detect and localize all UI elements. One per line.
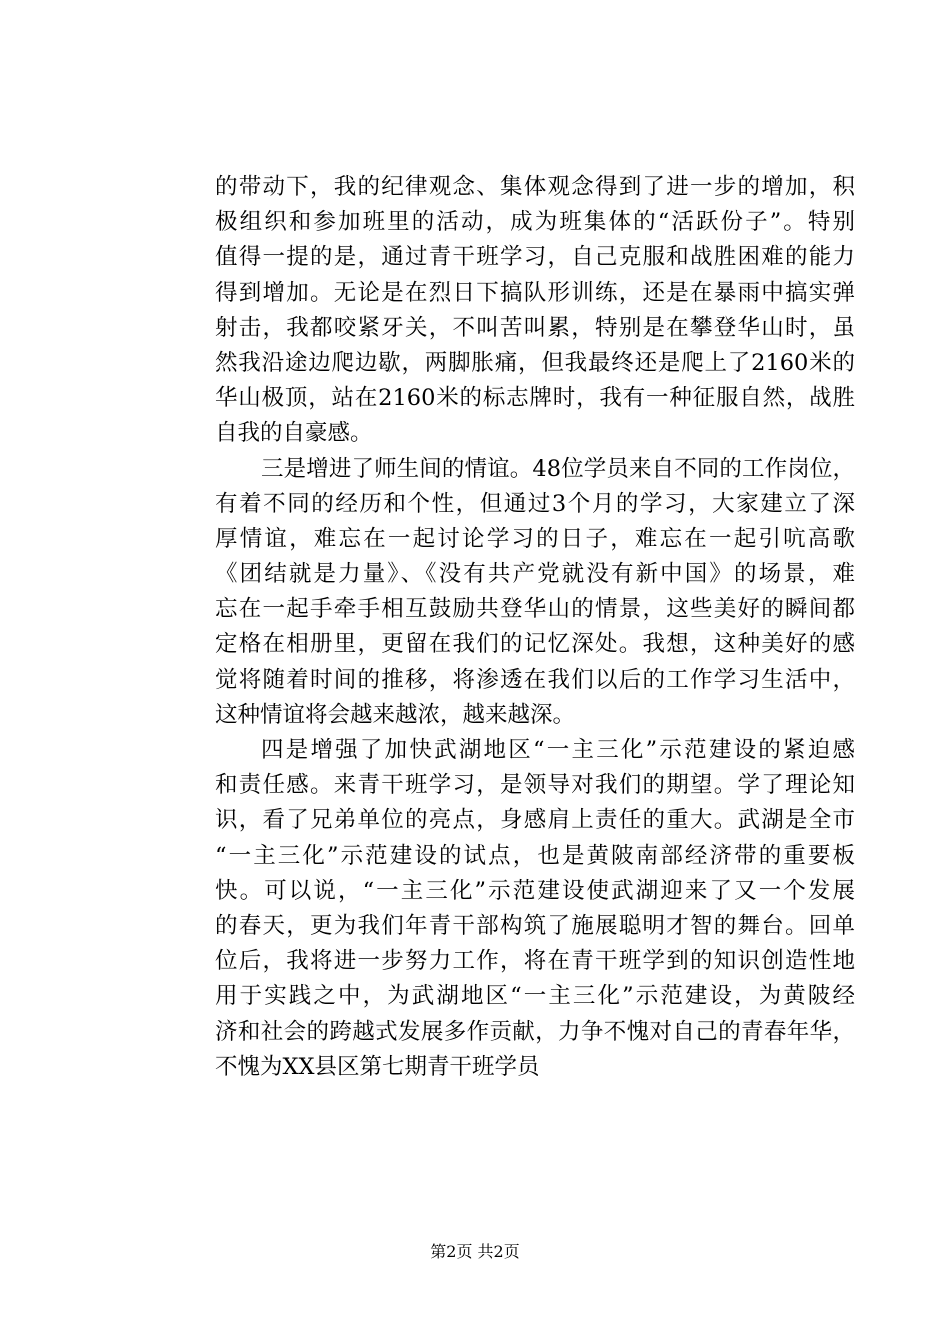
text-line: 四是增强了加快武湖地区“一主三化”示范建设的紧迫感: [261, 737, 855, 763]
text-line: 有着不同的经历和个性，但通过3个月的学习，大家建立了深: [215, 490, 855, 517]
text-line: 三是增进了师生间的情谊。48位学员来自不同的工作岗位，: [261, 455, 855, 482]
text-line: 值得一提的是，通过青干班学习，自己克服和战胜困难的能力: [215, 244, 855, 271]
text-line: 《团结就是力量》、《没有共产党就没有新中国》的场景，难: [215, 561, 855, 588]
text-line: 识，看了兄弟单位的亮点，身感肩上责任的重大。武湖是全市: [215, 807, 855, 834]
text-line: 觉将随着时间的推移，将渗透在我们以后的工作学习生活中，: [215, 666, 855, 693]
text-line: 然我沿途边爬边歇，两脚胀痛，但我最终还是爬上了2160米的: [215, 349, 855, 376]
text-line: 得到增加。无论是在烈日下搞队形训练，还是在暴雨中搞实弹: [215, 279, 855, 306]
text-line: 忘在一起手牵手相互鼓励共登华山的情景，这些美好的瞬间都: [215, 596, 855, 623]
text-line: 的带动下，我的纪律观念、集体观念得到了进一步的增加，积: [215, 174, 855, 200]
page-footer: 第2页 共2页: [430, 1242, 520, 1261]
text-line: 定格在相册里，更留在我们的记忆深处。我想，这种美好的感: [215, 631, 855, 658]
text-line: 极组织和参加班里的活动，成为班集体的“活跃份子”。特别: [215, 209, 855, 236]
text-line: 不愧为XX县区第七期青干班学员: [215, 1053, 540, 1080]
text-line: 济和社会的跨越式发展多作贡献，力争不愧对自己的青春年华，: [215, 1018, 855, 1045]
text-line: 的春天，更为我们年青干部构筑了施展聪明才智的舞台。回单: [215, 912, 855, 939]
text-line: 快。可以说，“一主三化”示范建设使武湖迎来了又一个发展: [215, 877, 855, 904]
text-line: 这种情谊将会越来越浓，越来越深。: [215, 701, 576, 728]
text-line: 用于实践之中，为武湖地区“一主三化”示范建设，为黄陂经: [215, 983, 855, 1010]
text-line: 射击，我都咬紧牙关，不叫苦叫累，特别是在攀登华山时，虽: [215, 314, 855, 341]
document-body: [215, 170, 855, 1085]
text-line: 华山极顶，站在2160米的标志牌时，我有一种征服自然，战胜: [215, 385, 855, 412]
text-line: 厚情谊，难忘在一起讨论学习的日子，难忘在一起引吭高歌: [215, 525, 855, 552]
text-line: 位后，我将进一步努力工作，将在青干班学到的知识创造性地: [215, 948, 855, 975]
text-line: 和责任感。来青干班学习，是领导对我们的期望。学了理论知: [215, 772, 855, 799]
text-line: “一主三化”示范建设的试点，也是黄陂南部经济带的重要板: [215, 842, 855, 869]
text-line: 自我的自豪感。: [215, 420, 373, 447]
